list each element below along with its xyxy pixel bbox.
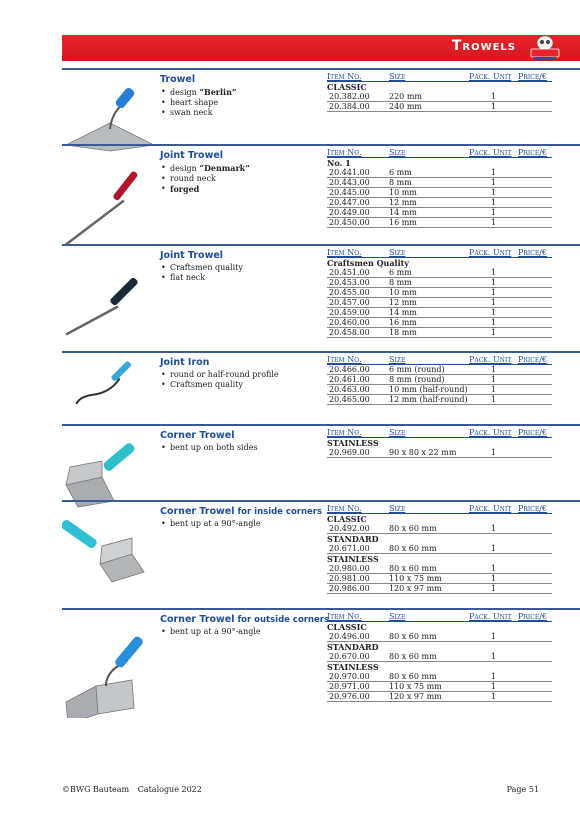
- table-row: 20.670.00 80 x 60 mm 1: [327, 652, 552, 662]
- copyright: ©BWG Bauteam: [62, 785, 130, 794]
- group-label: CLASSIC: [327, 514, 367, 524]
- table-row: 20.969.00 90 x 80 x 22 mm 1: [327, 448, 552, 458]
- outside-corner-trowel-image: [62, 622, 158, 718]
- group-label: STAINLESS: [327, 554, 379, 564]
- product-table: [327, 428, 552, 458]
- table-header: Item No. Size Pack. Unit Price/€: [327, 355, 552, 365]
- product-table: [327, 612, 552, 702]
- group-label: No. 1: [327, 158, 351, 168]
- table-row: 20.450.00 16 mm 1: [327, 218, 552, 228]
- table-row: 20.971.00 110 x 75 mm 1: [327, 682, 552, 692]
- product-table: [327, 504, 552, 594]
- table-row: 20.445.00 10 mm 1: [327, 188, 552, 198]
- section-divider: [62, 244, 580, 246]
- product-table: [327, 148, 552, 228]
- product-name: Joint Trowel: [160, 150, 224, 161]
- section-divider: [62, 424, 580, 426]
- product-name: Corner Trowel: [160, 430, 235, 441]
- table-row: 20.970.00 80 x 60 mm 1: [327, 672, 552, 682]
- table-row: 20.453.00 8 mm 1: [327, 278, 552, 288]
- table-row: 20.457.00 12 mm 1: [327, 298, 552, 308]
- table-row: 20.980.00 80 x 60 mm 1: [327, 564, 552, 574]
- joint-trowel-image: [62, 149, 158, 244]
- feature-item: • round or half-round profile: [160, 370, 330, 380]
- feature-item: • flat neck: [160, 273, 330, 283]
- table-header: Item No. Size Pack. Unit Price/€: [327, 148, 552, 158]
- table-row: 20.986.00 120 x 97 mm 1: [327, 584, 552, 594]
- group-label: STANDARD: [327, 642, 379, 652]
- product-name: Corner Trowel for inside corners: [160, 506, 323, 517]
- feature-item: • design “Denmark”: [160, 163, 330, 174]
- table-row: 20.976.00 120 x 97 mm 1: [327, 692, 552, 702]
- section-divider: [62, 351, 580, 353]
- feature-item: • forged: [160, 184, 330, 195]
- product-name: Joint Trowel: [160, 250, 224, 261]
- section-divider: [62, 68, 580, 70]
- table-row: 20.981.00 110 x 75 mm 1: [327, 574, 552, 584]
- table-row: 20.461.00 8 mm (round) 1: [327, 375, 552, 385]
- footer-left: [62, 785, 202, 794]
- catalogue-label: Catalogue 2022: [137, 785, 202, 794]
- table-header: Item No. Size Pack. Unit Price/€: [327, 504, 552, 514]
- group-label: Craftsmen Quality: [327, 258, 409, 268]
- product-name: Joint Iron: [160, 357, 210, 368]
- group-label: CLASSIC: [327, 82, 367, 92]
- trowel-image: [62, 73, 158, 153]
- group-label: STAINLESS: [327, 438, 379, 448]
- joint-iron-image: [62, 356, 158, 420]
- product-name: Trowel: [160, 74, 196, 85]
- table-header: Item No. Size Pack. Unit Price/€: [327, 72, 552, 82]
- corner-trowel-image: [62, 429, 158, 509]
- table-row: 20.443.00 8 mm 1: [327, 178, 552, 188]
- section-divider: [62, 500, 580, 502]
- section-divider: [62, 144, 580, 146]
- group-label: CLASSIC: [327, 622, 367, 632]
- group-label: STANDARD: [327, 534, 379, 544]
- table-row: 20.459.00 14 mm 1: [327, 308, 552, 318]
- feature-item: • swan neck: [160, 108, 330, 118]
- feature-item: • heart shape: [160, 98, 330, 108]
- table-row: 20.382.00 220 mm 1: [327, 92, 552, 102]
- feature-item: • bent up on both sides: [160, 443, 330, 453]
- page-number: Page 51: [506, 785, 539, 794]
- table-row: 20.496.00 80 x 60 mm 1: [327, 632, 552, 642]
- feature-item: • Craftsmen quality: [160, 263, 330, 273]
- group-label: STAINLESS: [327, 662, 379, 672]
- section-divider: [62, 608, 580, 610]
- table-row: 20.451.00 6 mm 1: [327, 268, 552, 278]
- table-row: 20.460.00 16 mm 1: [327, 318, 552, 328]
- table-row: 20.447.00 12 mm 1: [327, 198, 552, 208]
- product-table: [327, 248, 552, 338]
- feature-item: • Craftsmen quality: [160, 380, 330, 390]
- joint-trowel-image: [62, 249, 158, 344]
- table-row: 20.671.00 80 x 60 mm 1: [327, 544, 552, 554]
- feature-item: • design “Berlin”: [160, 87, 330, 98]
- brand-logo-icon: [524, 34, 566, 62]
- table-row: 20.458.00 18 mm 1: [327, 328, 552, 338]
- inside-corner-trowel-image: [62, 512, 158, 592]
- table-header: Item No. Size Pack. Unit Price/€: [327, 428, 552, 438]
- feature-item: • round neck: [160, 174, 330, 184]
- section-header-bar: [62, 35, 580, 61]
- table-row: 20.463.00 10 mm (half-round) 1: [327, 385, 552, 395]
- page-title: Trowels: [451, 38, 516, 54]
- feature-item: • bent up at a 90°-angle: [160, 519, 330, 529]
- table-header: Item No. Size Pack. Unit Price/€: [327, 612, 552, 622]
- table-row: 20.466.00 6 mm (round) 1: [327, 365, 552, 375]
- table-header: Item No. Size Pack. Unit Price/€: [327, 248, 552, 258]
- table-row: 20.455.00 10 mm 1: [327, 288, 552, 298]
- product-table: [327, 355, 552, 405]
- table-row: 20.441.00 6 mm 1: [327, 168, 552, 178]
- feature-item: • bent up at a 90°-angle: [160, 627, 330, 637]
- table-row: 20.465.00 12 mm (half-round) 1: [327, 395, 552, 405]
- product-name: Corner Trowel for outside corners: [160, 614, 330, 625]
- table-row: 20.492.00 80 x 60 mm 1: [327, 524, 552, 534]
- table-row: 20.449.00 14 mm 1: [327, 208, 552, 218]
- table-row: 20.384.00 240 mm 1: [327, 102, 552, 112]
- product-table: [327, 72, 552, 112]
